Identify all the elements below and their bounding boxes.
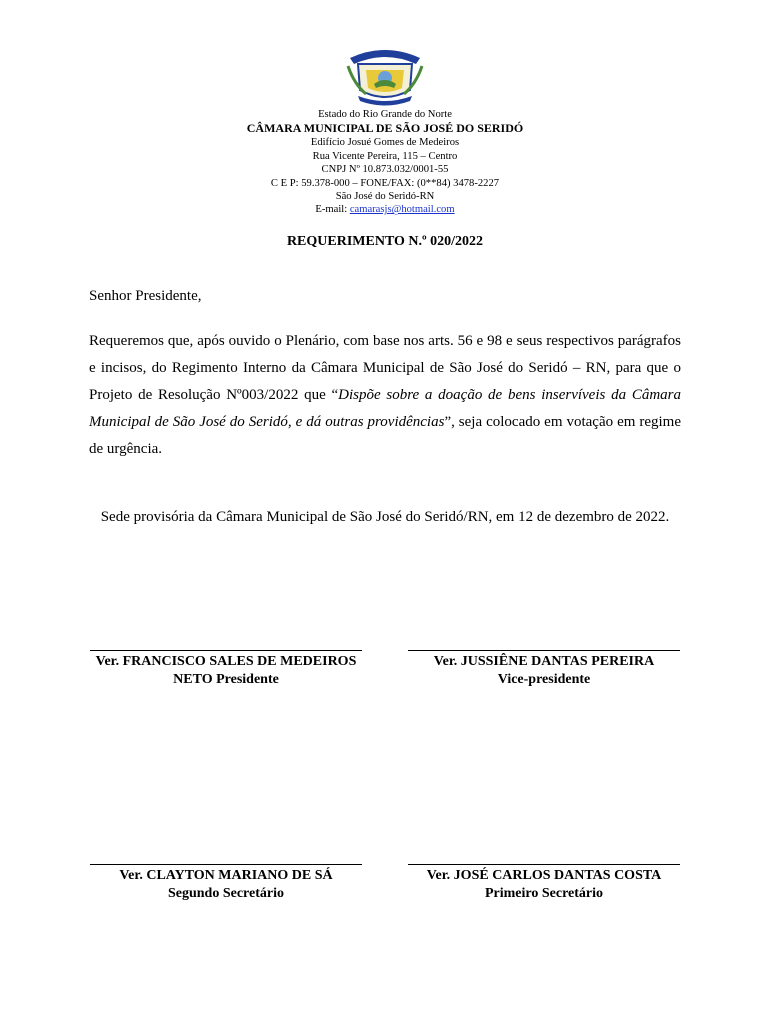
letterhead (0, 108, 770, 217)
state-line: Estado do Rio Grande do Norte (318, 109, 452, 120)
signature-block-second-secretary (90, 864, 362, 903)
document-title: REQUERIMENTO N.º 020/2022 (286, 234, 484, 249)
signature-line (90, 650, 362, 651)
city-line: São José do Seridó-RN (335, 191, 435, 203)
building-line: Edifício Josué Gomes de Medeiros (310, 137, 460, 149)
email-line (0, 203, 770, 216)
email-label: E-mail: (315, 204, 350, 216)
email-link[interactable]: camarasjs@hotmail.com (349, 204, 455, 216)
signatory-role: Presidente (216, 672, 279, 687)
signatory-name: Ver. CLAYTON MARIANO DE SÁ (119, 868, 333, 883)
signatory-role: Primeiro Secretário (484, 886, 604, 901)
signature-block-vice-president (408, 650, 680, 689)
body-italic-title: Dispõe sobre a doação de bens inservíveis da Câmara Municipal de São José do Seridó, e dá outras providências (89, 387, 682, 430)
cep-phone-line: C E P: 59.378-000 – FONE/FAX: (0**84) 3478-2227 (270, 177, 500, 189)
body-part2: ”, seja colocado em votação em regime de urgência. (89, 414, 681, 457)
signatory-role: Vice-presidente (497, 672, 591, 687)
street-line: Rua Vicente Pereira, 115 – Centro (312, 150, 458, 162)
signature-line (408, 650, 680, 651)
org-name: CÂMARA MUNICIPAL DE SÃO JOSÉ DO SERIDÓ (246, 121, 524, 136)
body-part1: Requeremos que, após ouvido o Plenário, com base nos arts. 56 e 98 e seus respectivos parágrafos e incisos, do Regimento Interno da Câmara Municipal de São José do Seridó – RN, para que o Projeto de Resolução Nº003/2022 que “ (89, 333, 681, 403)
signature-block-first-secretary (408, 864, 680, 903)
signature-block-president (90, 650, 362, 689)
municipal-seal-logo (344, 44, 426, 106)
request-paragraph (89, 328, 681, 463)
salutation: Senhor Presidente, (89, 288, 202, 304)
signatory-name: Ver. FRANCISCO SALES DE MEDEIROS NETO (95, 654, 357, 687)
date-line: Sede provisória da Câmara Municipal de São José do Seridó/RN, em 12 de dezembro de 2022. (100, 509, 670, 525)
signature-line (90, 864, 362, 865)
signatory-role: Segundo Secretário (167, 886, 284, 901)
signatory-name: Ver. JOSÉ CARLOS DANTAS COSTA (426, 868, 662, 883)
signatory-name: Ver. JUSSIÊNE DANTAS PEREIRA (433, 654, 655, 669)
cnpj-line: CNPJ Nº 10.873.032/0001-55 (321, 164, 449, 176)
signature-line (408, 864, 680, 865)
